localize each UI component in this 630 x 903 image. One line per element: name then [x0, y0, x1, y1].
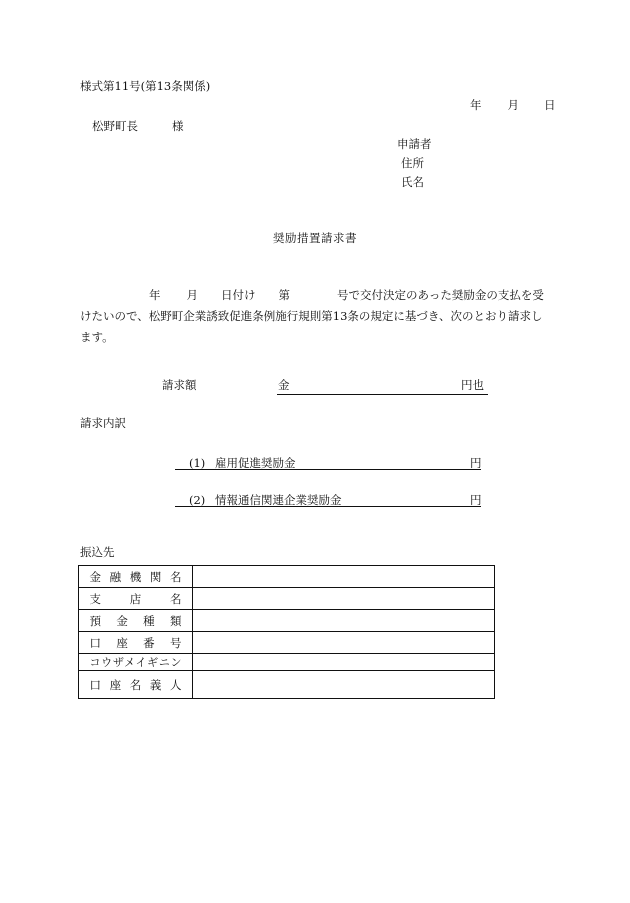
addressee-name: 松野町長 [92, 119, 138, 133]
body-line-2: けたいので、松野町企業誘致促進条例施行規則第13条の規定に基づき、次のとおり請求し [80, 309, 543, 323]
amount-kin: 金 [278, 378, 290, 392]
bank-value-deposit-type[interactable] [193, 610, 495, 632]
bank-row-deposit-type [79, 610, 495, 632]
breakdown-item-name: 情報通信関連企業奨励金 [215, 493, 342, 507]
body-line-3: ます。 [80, 330, 114, 344]
date-line [470, 100, 556, 112]
breakdown-heading: 請求内訳 [80, 416, 126, 430]
bank-label-institution: 金融機関名 [89, 569, 182, 584]
body-date-suffix: 日付け [221, 288, 256, 302]
form-number: 様式第11号(第13条関係) [80, 79, 211, 93]
breakdown-item-unit: 円 [470, 493, 482, 507]
bank-value-holder-kana[interactable] [193, 654, 495, 671]
bank-heading: 振込先 [80, 545, 115, 559]
body-year: 年 [149, 288, 161, 302]
applicant-name-label: 氏名 [401, 175, 424, 189]
body-line-1 [80, 285, 560, 306]
honorific: 様 [172, 119, 184, 133]
amount-underline [277, 394, 488, 395]
document-title: 奨励措置請求書 [273, 231, 357, 245]
bank-row-holder-kana [79, 654, 495, 671]
applicant-label: 申請者 [397, 137, 432, 151]
bank-value-account-number[interactable] [193, 632, 495, 654]
applicant-address-label: 住所 [401, 156, 424, 170]
breakdown-item-underline [175, 469, 481, 470]
request-body [80, 285, 560, 348]
bank-table [78, 565, 495, 699]
bank-row-account-number [79, 632, 495, 654]
body-number-prefix: 第 [278, 288, 290, 302]
bank-label-holder-kana: コウザメイギニン [89, 656, 182, 669]
amount-row [0, 380, 630, 394]
body-month: 月 [186, 288, 198, 302]
body-line-1-rest: 号で交付決定のあった奨励金の支払を受 [337, 288, 544, 302]
date-day: 日 [544, 98, 556, 112]
breakdown-item [0, 455, 630, 469]
breakdown-item-name: 雇用促進奨励金 [215, 456, 296, 470]
addressee [92, 121, 184, 133]
bank-label-holder: 口座名義人 [89, 677, 182, 692]
breakdown-item-underline [175, 506, 481, 507]
breakdown-item-number: (1) [189, 456, 206, 470]
date-month: 月 [507, 98, 519, 112]
bank-label-deposit-type: 預金種類 [89, 613, 182, 628]
bank-row-holder [79, 671, 495, 699]
breakdown-item-number: (2) [189, 493, 206, 507]
breakdown-item-unit: 円 [470, 456, 482, 470]
bank-row-institution [79, 566, 495, 588]
bank-value-branch[interactable] [193, 588, 495, 610]
bank-label-account-number: 口座番号 [89, 635, 182, 650]
breakdown-item [0, 492, 630, 506]
bank-value-institution[interactable] [193, 566, 495, 588]
bank-value-holder[interactable] [193, 671, 495, 699]
amount-yen: 円也 [461, 378, 484, 392]
date-year: 年 [470, 98, 482, 112]
bank-row-branch [79, 588, 495, 610]
bank-label-branch: 支店名 [89, 591, 182, 606]
amount-label: 請求額 [162, 378, 197, 392]
applicant-block [397, 139, 432, 196]
